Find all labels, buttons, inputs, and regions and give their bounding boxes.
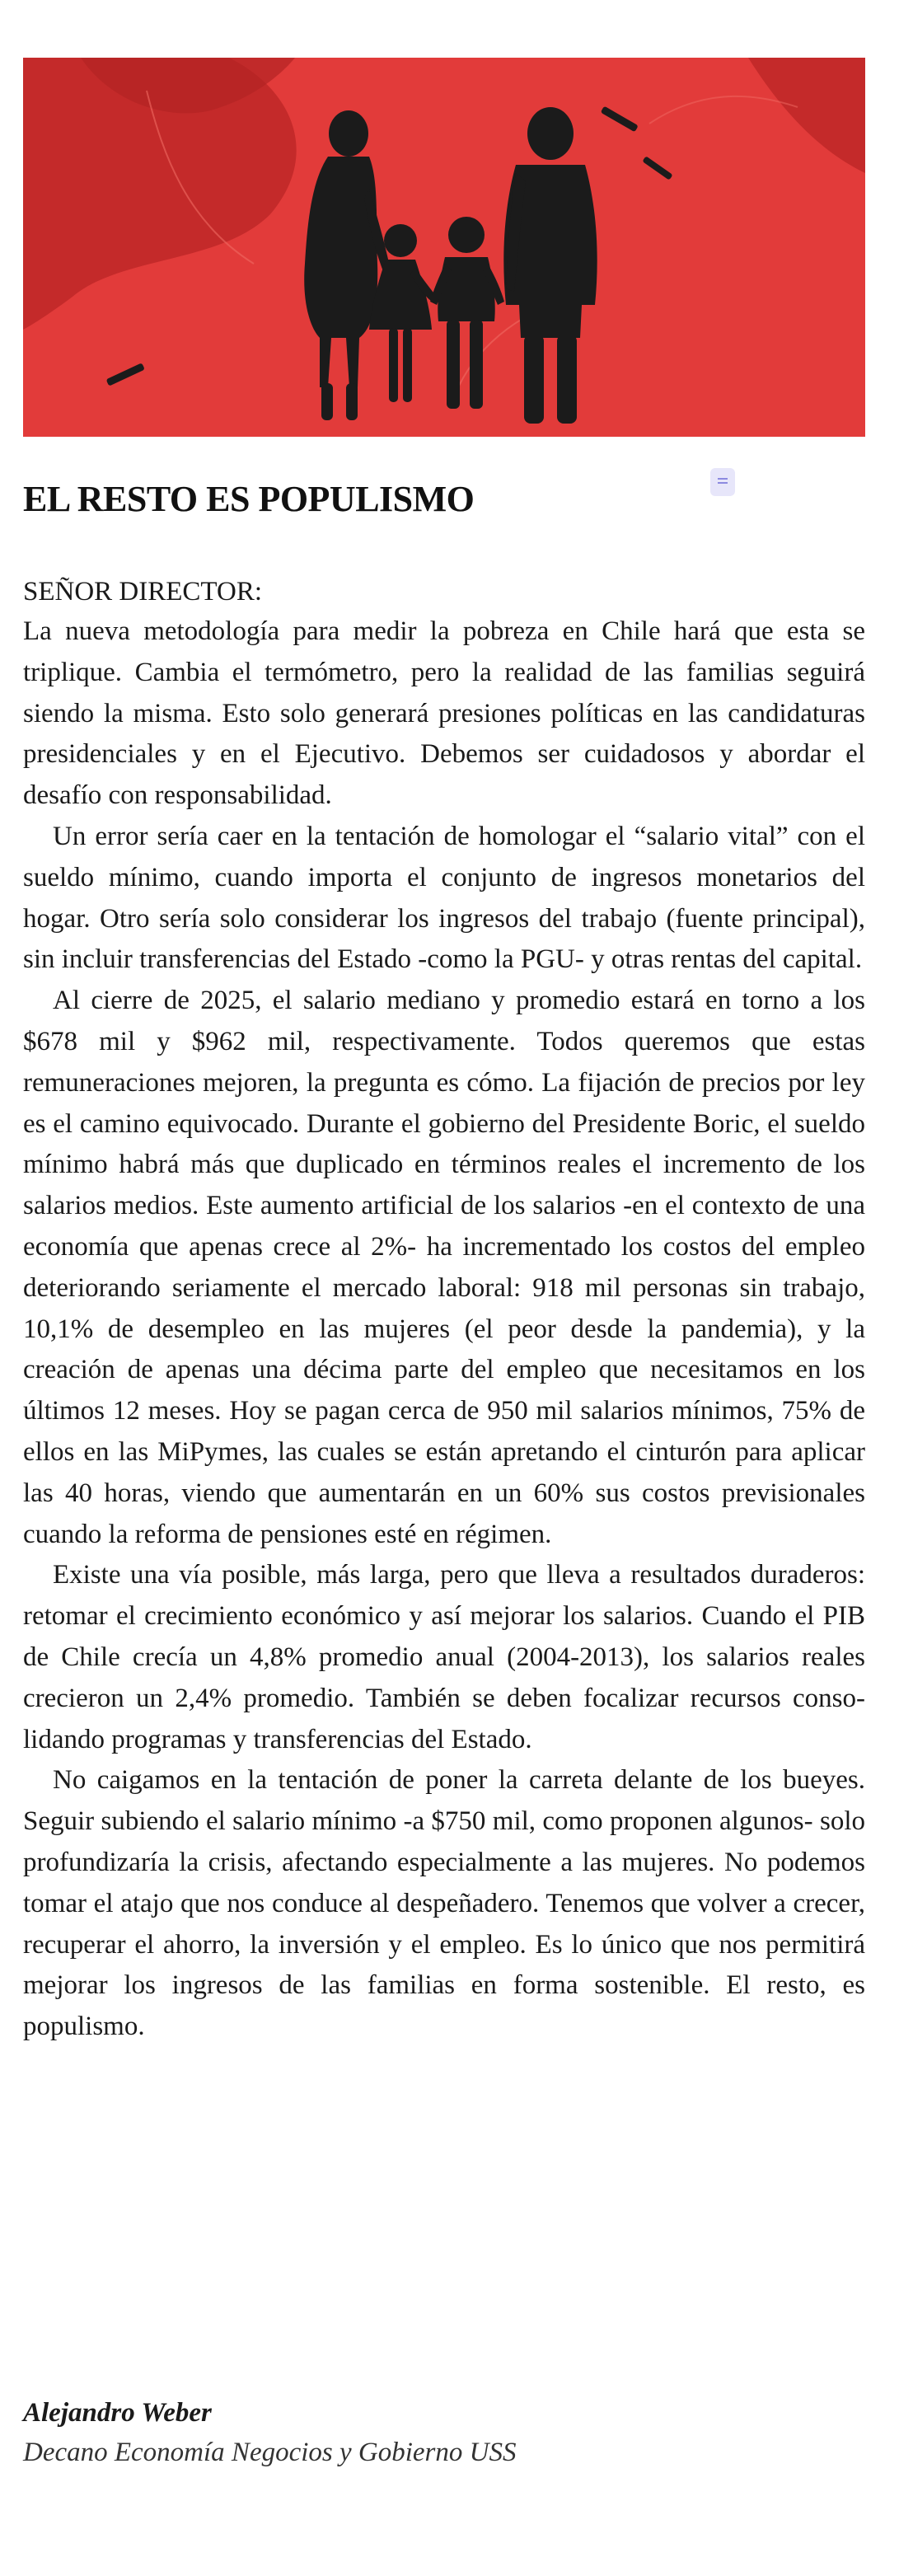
letter-body [23, 611, 865, 2048]
paragraph-1: La nueva metodología para medir la pobreza en Chile hará que esta se triplique. Cambia el termómetro, pero la realidad de las familias seguirá siendo la misma. Esto solo generará presiones políticas en las candidaturas presidenciales y en el Ejecutivo. Debemos ser cuidadosos y abordar el desafío con responsabilidad. [23, 616, 865, 811]
comment-icon[interactable] [710, 468, 735, 496]
family-silhouette-icon [23, 58, 865, 437]
signature [23, 2393, 516, 2472]
paragraph-4: Existe una vía posible, más larga, pero que lleva a resultados duraderos: retomar el crecimiento económico y así mejorar los salarios. Cuando el PIB de Chile crecía un 4,8% promedio anual (2004-2013), los salarios reales crecieron un 2,4% promedio. También se deben focalizar recursos consolidando programas y transferencias del Estado. [23, 1560, 865, 1754]
salutation: SEÑOR DIRECTOR: [23, 577, 263, 607]
paragraph-3: Al cierre de 2025, el salario mediano y promedio estará en torno a los $678 mil y $962 mil, respectivamente. Todos queremos que estas remuneraciones mejoren, la pregunta es cómo. La fijación de precios por ley es el camino equivocado. Durante el gobierno del Presidente Boric, el sueldo mínimo habrá más que duplicado en términos reales el incremento de los salarios medios. Este aumento artificial de los salarios -en el contexto de una economía que apenas crece al 2%- ha incrementado los costos del empleo deteriorando seriamente el mercado laboral: 918 mil personas sin trabajo, 10,1% de desempleo en las mujeres (el peor desde la pandemia), y la creación de apenas una décima parte del empleo que necesitamos en los últimos 12 meses. Hoy se pagan cerca de 950 mil salarios mínimos, 75% de ellos en las MiPymes, las cuales se están apretando el cinturón para aplicar las 40 horas, viendo que aumentarán en un 60% sus costos previsionales cuando la reforma de pensiones esté en régimen. [23, 986, 865, 1549]
author-role: Decano Economía Negocios y Gobierno USS [23, 2438, 517, 2467]
page-title: EL RESTO ES POPULISMO [23, 479, 475, 519]
header-illustration [23, 58, 865, 437]
author-name: Alejandro Weber [23, 2398, 212, 2428]
paragraph-5: No caigamos en la tentación de poner la carreta delante de los bueyes. Seguir subiendo el salario mínimo -a $750 mil, como proponen algunos- solo profundizaría la crisis, afectando especialmente a las mujeres. No podemos tomar el atajo que nos conduce al despeñadero. Tenemos que volver a crecer, recuperar el ahorro, la inversión y el empleo. Es lo único que nos permitirá mejorar los ingresos de las familias en forma sostenible. El resto, es populismo. [23, 1765, 865, 2042]
paragraph-2: Un error sería caer en la tentación de homologar el “salario vital” con el sueldo mínimo, cuando importa el conjunto de ingresos monetarios del hogar. Otro sería solo considerar los ingresos del trabajo (fuente principal), sin incluir transferencias del Estado -como la PGU- y otras rentas del capital. [23, 821, 865, 975]
